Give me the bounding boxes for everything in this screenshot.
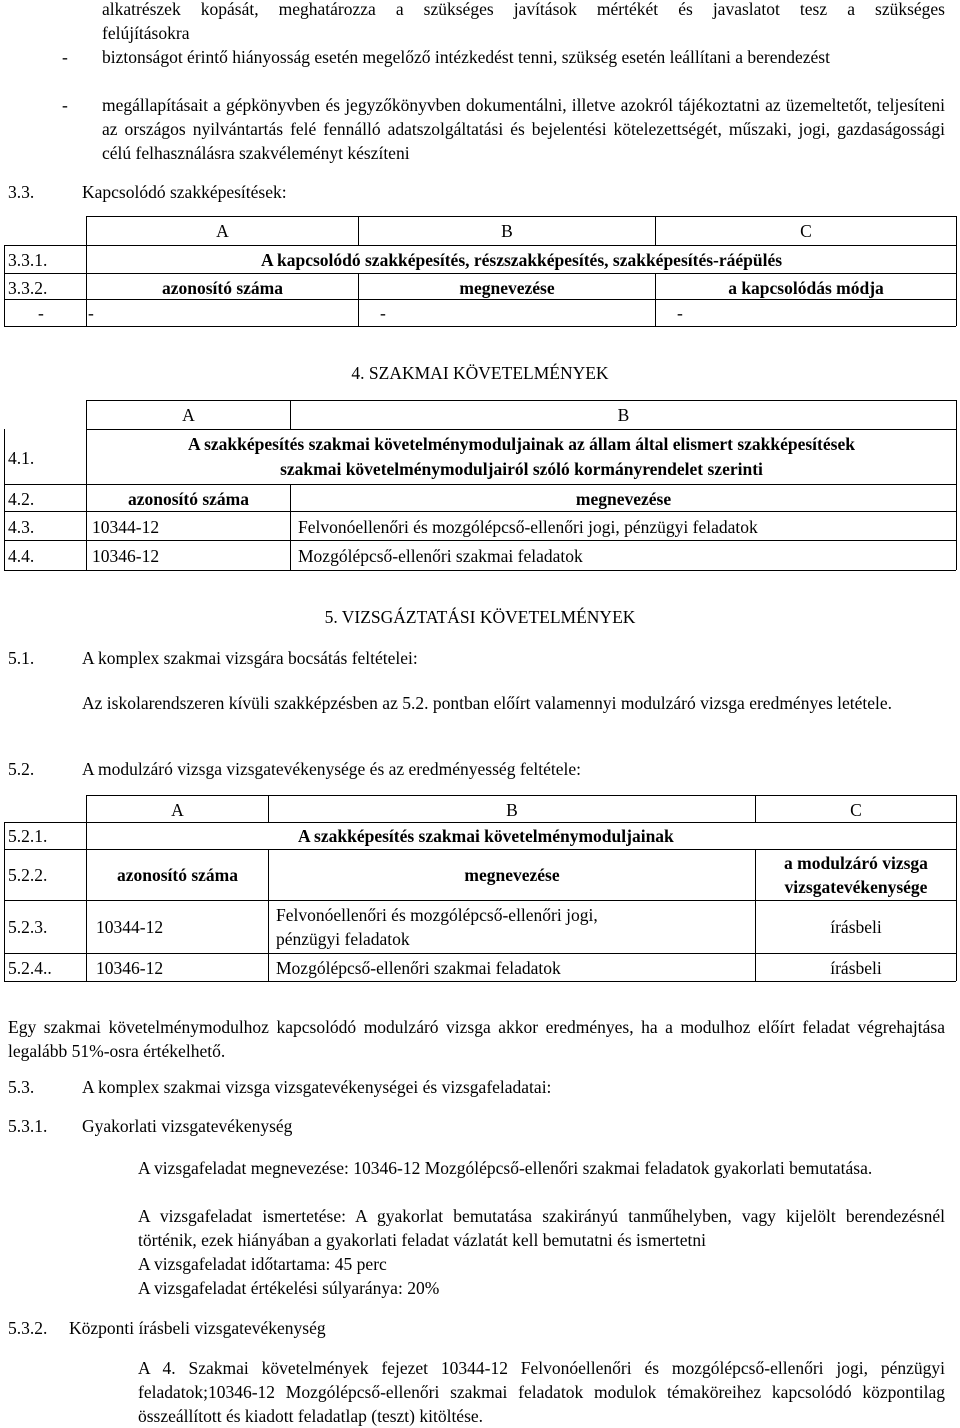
s5-paragraph: Egy szakmai követelménymodulhoz kapcsolódó modulzáró vizsga akkor eredményes, ha a modulhoz előírt feladat végrehajtása legalább 51%-osra értékelhető. [8,1017,945,1061]
bullet-text: megállapításait a gépkönyvben és jegyzőkönyvben dokumentálni, illetve azokról tájékoztatni az üzemeltetőt, teljesíteni az országos nyilvántartás felé fennálló adatszolgáltatási és bejelentési kötelezettségét, műszaki, jogi, gazdaságossági célú felhasználásra szakvéleményt készíteni [102,95,945,163]
s5t-row1-num: 5.2.1. [8,826,48,846]
intro-line-1: alkatrészek kopását, meghatározza a szükséges javítások mértékét és javaslatot tesz a szükséges [102,0,945,19]
s5t-row3-c: írásbeli [830,917,882,937]
s5t-row4-a: 10346-12 [96,958,164,978]
s4-row1-num: 4.1. [8,448,35,468]
p531-line-a: A vizsgafeladat megnevezése: 10346-12 Mozgólépcső-ellenőri szakmai feladatok gyakorlati bemutatása. [138,1158,873,1178]
s5t-row3-a: 10344-12 [96,917,164,937]
p51-title: A komplex szakmai vizsgára bocsátás feltételei: [82,648,418,668]
s4-row1-text-2: szakmai követelménymoduljairól szóló kormányrendelet szerinti [280,459,763,479]
s5t-row2-c-1: a modulzáró vizsga [784,853,928,873]
s33-row3-c: - [677,303,683,323]
s33-col-b: B [501,221,513,241]
s4-row3-b: Felvonóellenőri és mozgólépcső-ellenőri jogi, pénzügyi feladatok [298,517,758,537]
p532-body: A 4. Szakmai követelmények fejezet 10344-12 Felvonóellenőri és mozgólépcső-ellenőri jogi, pénzügyi feladatok;10346-12 Mozgólépcső-ellenőri szakmai feladatok modulok témaköreihez kapcsolódó központilag összeállított és kiadott feladatlap (teszt) kitöltése. [138,1358,945,1426]
p53-number: 5.3. [8,1077,35,1097]
s33-col-a: A [216,221,229,241]
s4-row2-a: azonosító száma [127,489,250,509]
p51-number: 5.1. [8,648,35,668]
s5t-row2-a: azonosító száma [116,865,239,885]
s33-row3-a: - [88,303,94,323]
s4-row4-num: 4.4. [8,546,35,566]
s33-title: Kapcsolódó szakképesítések: [82,182,287,202]
s5t-col-c: C [850,800,862,820]
s4-row4-b: Mozgólépcső-ellenőri szakmai feladatok [298,546,583,566]
s33-col-c: C [800,221,812,241]
s4-col-b: B [617,405,630,425]
s4-row1-text-1: A szakképesítés szakmai követelménymoduljainak az állam által elismert szakképesítések [188,434,855,454]
s4-col-a: A [182,405,195,425]
s33-row1-num: 3.3.1. [8,250,48,270]
s33-row3-b: - [380,303,386,323]
s4-row4-a: 10346-12 [92,546,160,566]
p531-line-d: A vizsgafeladat értékelési súlyaránya: 20% [138,1278,440,1298]
s5t-row4-b: Mozgólépcső-ellenőri szakmai feladatok [276,958,561,978]
s33-number: 3.3. [8,182,35,202]
s5t-row4-c: írásbeli [830,958,882,978]
p531-number: 5.3.1. [8,1116,48,1136]
s5t-row4-num: 5.2.4.. [8,958,52,978]
s5t-col-b: B [506,800,518,820]
p532-number: 5.3.2. [8,1318,48,1338]
intro-line-1b: felújításokra [102,23,190,43]
s5t-row3-b-2: pénzügyi feladatok [276,929,410,949]
s5t-row3-b-1: Felvonóellenőri és mozgólépcső-ellenőri jogi, [276,905,598,925]
bullet-text: biztonságot érintő hiányosság esetén megelőző intézkedést tenni, szükség esetén leállítani a berendezést [102,47,830,67]
s5t-row2-b: megnevezése [464,865,560,885]
s5t-row3-num: 5.2.3. [8,917,48,937]
p52-title: A modulzáró vizsga vizsgatevékenysége és az eredményesség feltétele: [82,759,582,779]
s33-row2-b: megnevezése [459,278,555,298]
s4-row2-num: 4.2. [8,489,35,509]
s5t-row2-num: 5.2.2. [8,865,48,885]
s33-row2-num: 3.3.2. [8,278,48,298]
s33-row2-a: azonosító száma [161,278,284,298]
s4-row3-a: 10344-12 [92,517,160,537]
s5t-row2-c-2: vizsgatevékenysége [784,877,928,897]
p531-line-c: A vizsgafeladat időtartama: 45 perc [138,1254,387,1274]
s5t-col-a: A [171,800,184,820]
bullet-dash: - [62,47,68,67]
bullet-dash: - [62,95,68,115]
p531-line-b: A vizsgafeladat ismertetése: A gyakorlat bemutatása szakirányú tanműhelyben, vagy kijelölt berendezésnél történik, ezek hiányában a gyakorlati feladat vázlatát kell bemutatni és ismertetni [138,1206,945,1250]
p51-body: Az iskolarendszeren kívüli szakképzésben az 5.2. pontban előírt valamennyi modulzáró vizsga eredményes letétele. [82,693,893,713]
s5-title: 5. VIZSGÁZTATÁSI KÖVETELMÉNYEK [324,607,636,627]
s33-row3-num: - [38,303,44,323]
p531-title: Gyakorlati vizsgatevékenység [82,1116,293,1136]
s4-row2-b: megnevezése [575,489,672,509]
s4-title: 4. SZAKMAI KÖVETELMÉNYEK [351,363,609,383]
s5t-row1-text: A szakképesítés szakmai követelménymoduljainak [298,826,674,846]
s33-row1-text: A kapcsolódó szakképesítés, részszakképesítés, szakképesítés-ráépülés [260,250,783,270]
p53-title: A komplex szakmai vizsga vizsgatevékenységei és vizsgafeladatai: [82,1077,552,1097]
p52-number: 5.2. [8,759,35,779]
p532-title: Központi írásbeli vizsgatevékenység [69,1318,326,1338]
s4-row3-num: 4.3. [8,517,35,537]
s33-row2-c: a kapcsolódás módja [728,278,884,298]
